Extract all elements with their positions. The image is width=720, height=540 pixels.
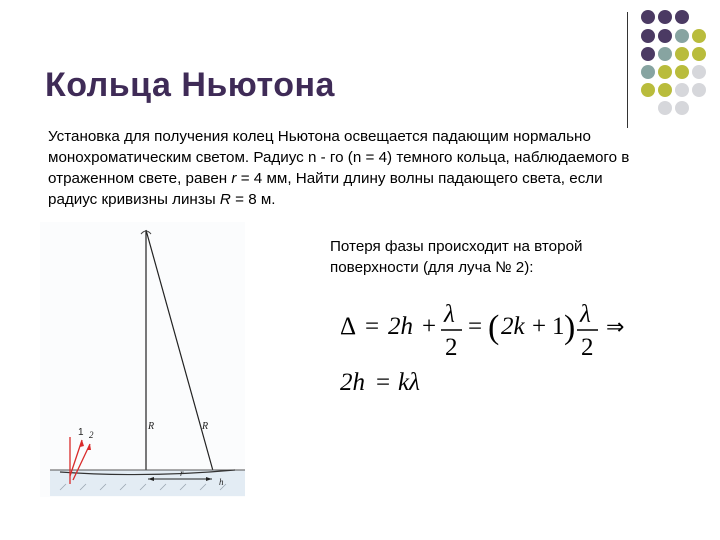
decor-dot bbox=[692, 65, 706, 79]
decor-dot bbox=[658, 10, 672, 24]
decor-dot bbox=[675, 83, 689, 97]
diagram-label-r: r bbox=[180, 468, 184, 478]
formula-implies: ⇒ bbox=[606, 314, 625, 339]
problem-text-1: Установка для получения колец Ньютона освещается падающим нормально монохроматическим светом. Радиус n - го (n = 4) темного кольца, наблюдаемого в отраженном свете, равен bbox=[48, 128, 630, 187]
formula-one: 1 bbox=[552, 313, 565, 340]
formula-block bbox=[338, 300, 638, 405]
decor-dot bbox=[675, 10, 689, 24]
formula-delta: Δ bbox=[340, 313, 357, 340]
decor-dot bbox=[658, 83, 672, 97]
formula-2k: 2k bbox=[501, 313, 525, 340]
diagram-label-ray1: 1 bbox=[78, 427, 84, 438]
formula-lambda-2: λ bbox=[580, 301, 591, 328]
phase-loss-note: Потеря фазы происходит на второй поверхности (для луча № 2): bbox=[330, 238, 583, 276]
decor-dot bbox=[692, 83, 706, 97]
diagram-label-h: h bbox=[219, 477, 224, 487]
formula2-equals: = bbox=[376, 369, 391, 396]
decor-dot-grid bbox=[640, 10, 720, 120]
formula-two-2: 2 bbox=[581, 334, 594, 361]
decor-dot bbox=[658, 29, 672, 43]
decor-dot bbox=[658, 101, 672, 115]
decor-dot bbox=[641, 10, 655, 24]
formula-paren-open: ( bbox=[488, 309, 500, 346]
diagram-background bbox=[40, 222, 245, 497]
decor-dot bbox=[641, 83, 655, 97]
formula-equals-2: = bbox=[468, 313, 483, 340]
decor-vertical-line bbox=[627, 12, 628, 128]
diagram-label-ray2: 2 bbox=[89, 430, 94, 440]
formula-lambda-1: λ bbox=[444, 301, 455, 328]
decor-dot bbox=[675, 65, 689, 79]
decor-dot bbox=[675, 101, 689, 115]
decor-dot bbox=[658, 65, 672, 79]
newton-rings-diagram bbox=[40, 222, 245, 497]
diagram-label-R-left: R bbox=[148, 421, 155, 432]
formula2-rhs: kλ bbox=[398, 369, 420, 396]
problem-text-3: = 8 м. bbox=[230, 191, 276, 208]
formula-line-1 bbox=[340, 301, 624, 361]
problem-statement bbox=[48, 126, 648, 210]
slide-title: Кольца Ньютона bbox=[45, 66, 335, 104]
formula-line-2 bbox=[340, 369, 420, 396]
problem-var-R: R bbox=[219, 191, 231, 208]
formula-plus-1: + bbox=[422, 313, 437, 340]
formula-plus-2: + bbox=[532, 313, 547, 340]
problem-var-r: r bbox=[231, 170, 237, 187]
decor-dot bbox=[675, 29, 689, 43]
decor-dot bbox=[692, 47, 706, 61]
formula-equals-1: = bbox=[365, 313, 380, 340]
formula-2h: 2h bbox=[388, 313, 413, 340]
decor-dot bbox=[641, 65, 655, 79]
diagram-label-R-right: R bbox=[202, 421, 209, 432]
decor-dot bbox=[641, 47, 655, 61]
decor-dot bbox=[692, 29, 706, 43]
formula2-lhs: 2h bbox=[340, 369, 365, 396]
formula-two-1: 2 bbox=[445, 334, 458, 361]
decor-dot bbox=[675, 47, 689, 61]
decor-dot bbox=[641, 29, 655, 43]
formula-paren-close: ) bbox=[564, 309, 576, 346]
problem-text-2: = 4 мм, Найти длину волны падающего света, если радиус кривизны линзы bbox=[48, 170, 603, 208]
decor-dot bbox=[658, 47, 672, 61]
